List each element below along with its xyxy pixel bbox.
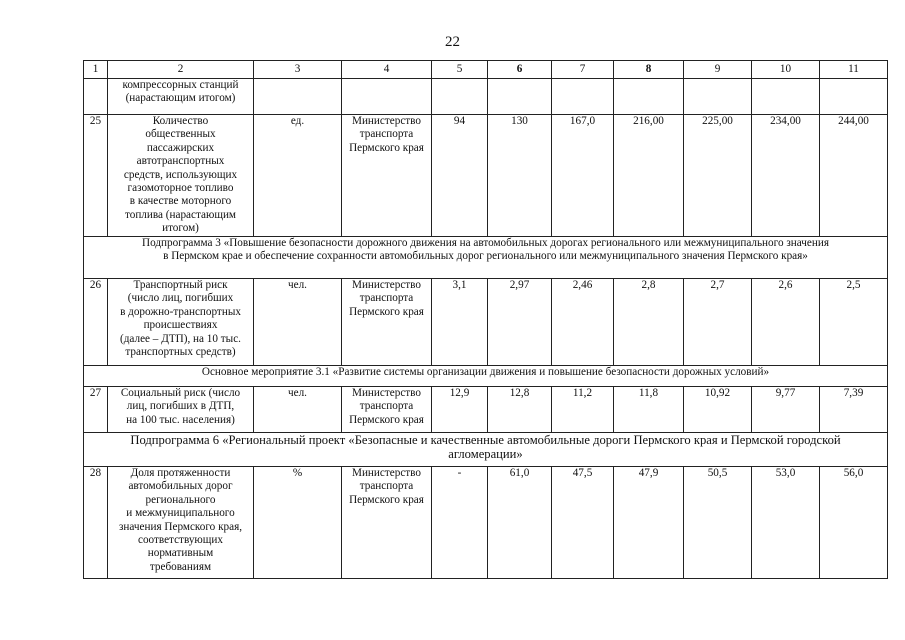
indicator-name-line: (нарастающим итогом): [125, 92, 236, 105]
value-cell: 10,92: [684, 387, 752, 433]
column-header: 9: [684, 61, 752, 79]
value-cell: 7,39: [820, 387, 888, 433]
responsible-org-line: Пермского края: [349, 493, 424, 506]
value-cell: 2,6: [752, 279, 820, 366]
indicators-table: [83, 60, 888, 579]
column-header: 4: [342, 61, 432, 79]
column-header: 2: [108, 61, 254, 79]
indicator-name: [108, 467, 254, 579]
value-cell: [752, 79, 820, 115]
value-cell: 244,00: [820, 115, 888, 237]
value-cell: 12,8: [488, 387, 552, 433]
indicator-name: [108, 279, 254, 366]
indicator-name-line: (число лиц, погибших: [127, 292, 234, 305]
value-cell: 216,00: [614, 115, 684, 237]
indicator-name-line: происшествиях: [143, 319, 218, 332]
responsible-org: [342, 467, 432, 579]
indicator-name-line: средств, использующих: [123, 168, 238, 181]
value-cell: 47,5: [552, 467, 614, 579]
unit-cell: ед.: [254, 115, 342, 237]
value-cell: 2,97: [488, 279, 552, 366]
responsible-org-line: Министерство: [352, 387, 421, 399]
indicator-name-line: на 100 тыс. населения): [126, 413, 235, 426]
table-row: [84, 467, 888, 579]
row-number: 26: [84, 279, 108, 366]
value-cell: 94: [432, 115, 488, 237]
indicator-name-line: общественных: [145, 128, 216, 141]
value-cell: 2,8: [614, 279, 684, 366]
indicator-name-line: топлива (нарастающим: [124, 208, 237, 221]
section-title: [84, 237, 888, 279]
indicator-name: [108, 387, 254, 433]
responsible-org-line: Министерство: [352, 115, 421, 127]
value-cell: 11,8: [614, 387, 684, 433]
value-cell: 47,9: [614, 467, 684, 579]
column-header: 11: [820, 61, 888, 79]
section-title-line: в Пермском крае и обеспечение сохранности автомобильных дорог регионального или межмуниципального значения Пермского края»: [163, 250, 808, 263]
section-row: [84, 237, 888, 279]
value-cell: -: [432, 467, 488, 579]
responsible-org-line: Министерство: [352, 279, 421, 291]
indicator-name-line: соответствующих: [137, 534, 223, 547]
header-row: [84, 61, 888, 79]
unit-cell: [254, 79, 342, 115]
responsible-org-line: транспорта: [359, 292, 414, 305]
value-cell: 53,0: [752, 467, 820, 579]
indicator-name-line: Транспортный риск: [133, 279, 228, 291]
table-row: [84, 387, 888, 433]
responsible-org-line: Пермского края: [349, 141, 424, 154]
table-row: [84, 79, 888, 115]
unit-cell: чел.: [254, 279, 342, 366]
responsible-org: [342, 115, 432, 237]
indicator-name: [108, 115, 254, 237]
value-cell: [552, 79, 614, 115]
value-cell: [488, 79, 552, 115]
column-header: 10: [752, 61, 820, 79]
column-header: 7: [552, 61, 614, 79]
indicator-name-line: нормативным: [147, 547, 214, 560]
section-title: [84, 433, 888, 467]
column-header: 6: [488, 61, 552, 79]
value-cell: [432, 79, 488, 115]
value-cell: 12,9: [432, 387, 488, 433]
column-header: 8: [614, 61, 684, 79]
indicator-name-line: газомоторное топливо: [127, 182, 234, 195]
column-header: 5: [432, 61, 488, 79]
responsible-org-line: Министерство: [352, 467, 421, 479]
unit-cell: чел.: [254, 387, 342, 433]
column-header: 3: [254, 61, 342, 79]
indicator-name-line: Социальный риск (число: [120, 387, 241, 399]
indicator-name-line: и межмуниципального: [126, 507, 235, 520]
indicator-name-line: Доля протяженности: [130, 467, 231, 479]
section-title-line: Подпрограмма 3 «Повышение безопасности дорожного движения на автомобильных дорогах регионального или межмуниципального значения: [142, 237, 829, 249]
row-number: 25: [84, 115, 108, 237]
value-cell: 234,00: [752, 115, 820, 237]
value-cell: [820, 79, 888, 115]
value-cell: 3,1: [432, 279, 488, 366]
indicator-name-line: требованиям: [149, 560, 212, 573]
indicator-name-line: регионального: [145, 493, 216, 506]
indicator-name-line: итогом): [162, 222, 199, 235]
indicator-name-line: в качестве моторного: [129, 195, 232, 208]
indicator-name-line: значения Пермского края,: [118, 520, 243, 533]
responsible-org: [342, 79, 432, 115]
value-cell: 225,00: [684, 115, 752, 237]
indicator-name-line: транспортных средств): [125, 346, 236, 359]
responsible-org-line: транспорта: [359, 400, 414, 413]
section-row: [84, 366, 888, 387]
value-cell: 61,0: [488, 467, 552, 579]
value-cell: 56,0: [820, 467, 888, 579]
indicator-name-line: (далее – ДТП), на 10 тыс.: [120, 332, 241, 345]
responsible-org-line: Пермского края: [349, 305, 424, 318]
indicator-name-line: пассажирских: [146, 141, 215, 154]
unit-cell: %: [254, 467, 342, 579]
table-row: [84, 115, 888, 237]
responsible-org-line: транспорта: [359, 480, 414, 493]
row-number: 28: [84, 467, 108, 579]
value-cell: 11,2: [552, 387, 614, 433]
row-number: [84, 79, 108, 115]
indicator-name-line: Количество: [152, 115, 209, 127]
section-title-line: Подпрограмма 6 «Региональный проект «Безопасные и качественные автомобильные дороги Пермского края и Пермской городской: [130, 433, 841, 447]
indicator-name-line: лиц, погибших в ДТП,: [126, 400, 235, 413]
indicator-name-line: автотранспортных: [136, 155, 225, 168]
value-cell: 2,46: [552, 279, 614, 366]
table-row: [84, 279, 888, 366]
section-title-line: Основное мероприятие 3.1 «Развитие системы организации движения и повышение безопасности дорожных условий»: [201, 366, 770, 378]
section-title-line: агломерации»: [448, 447, 523, 462]
value-cell: 9,77: [752, 387, 820, 433]
value-cell: [684, 79, 752, 115]
value-cell: 2,7: [684, 279, 752, 366]
value-cell: 130: [488, 115, 552, 237]
value-cell: [614, 79, 684, 115]
responsible-org: [342, 387, 432, 433]
responsible-org: [342, 279, 432, 366]
indicator-name: [108, 79, 254, 115]
section-title: [84, 366, 888, 387]
value-cell: 50,5: [684, 467, 752, 579]
indicator-name-line: в дорожно-транспортных: [120, 305, 241, 318]
row-number: 27: [84, 387, 108, 433]
indicator-name-line: автомобильных дорог: [128, 480, 233, 493]
value-cell: 167,0: [552, 115, 614, 237]
responsible-org-line: транспорта: [359, 128, 414, 141]
value-cell: 2,5: [820, 279, 888, 366]
page-number: 22: [445, 34, 460, 50]
column-header: 1: [84, 61, 108, 79]
indicator-name-line: компрессорных станций: [122, 79, 239, 91]
section-row: [84, 433, 888, 467]
responsible-org-line: Пермского края: [349, 413, 424, 426]
